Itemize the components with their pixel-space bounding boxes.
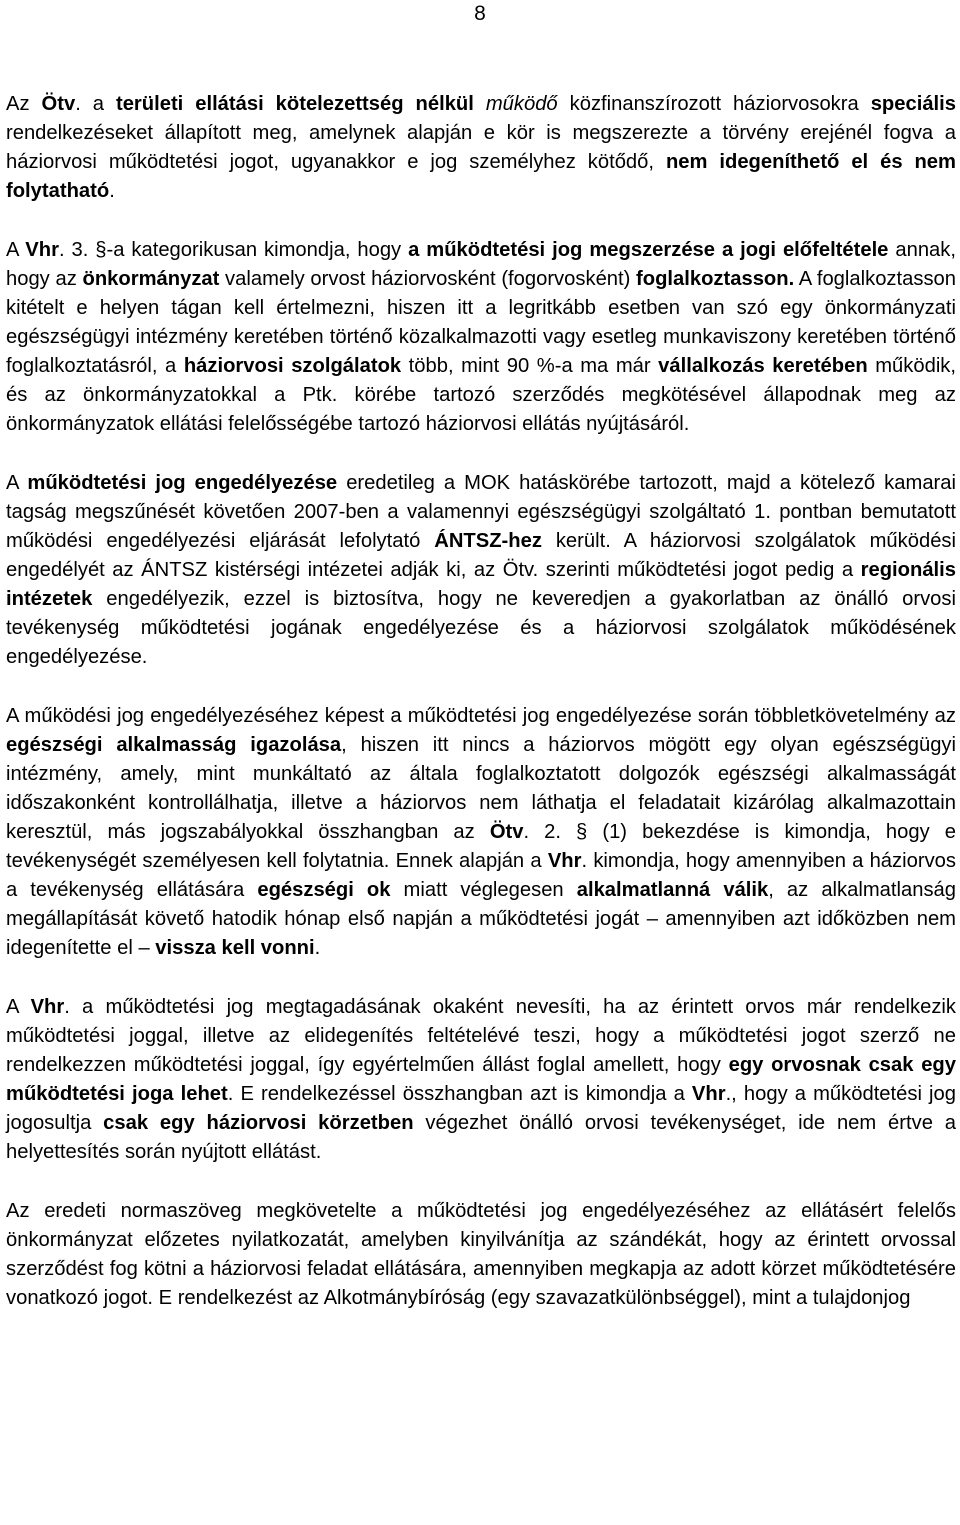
emphasized-text: Ötv [489, 821, 524, 843]
emphasized-text: alkalmatlanná válik [576, 879, 769, 901]
emphasized-text: csak egy háziorvosi körzetben [103, 1112, 414, 1134]
text-run: A foglalkoztasson kitételt e helyen tágan kell értelmezni, hiszen itt a legritkább esetben van szó egy önkormányzati egészségügyi intézmény keretében történő közalkalmazotti vagy esetleg munkaviszony keretében történő foglalkoztatásról, a [6, 268, 956, 377]
emphasized-text: vállalkozás keretében [658, 355, 868, 377]
emphasized-text: vissza kell vonni [155, 937, 315, 959]
paragraph [6, 236, 956, 439]
text-run: A [6, 996, 31, 1018]
emphasized-text: regionális intézetek [6, 559, 956, 610]
text-run: A [6, 239, 26, 261]
emphasized-text: nem idegeníthető el és nem folytatható [6, 151, 956, 202]
paragraph [6, 469, 956, 672]
emphasized-text: önkormányzat [82, 268, 220, 290]
text-run [474, 93, 486, 115]
page-number: 8 [474, 2, 486, 25]
text-run: került. A háziorvosi szolgálatok működési engedélyét az ÁNTSZ kistérségi intézetei adják ki, az Ötv. szerinti működtetési jogot pedig a [6, 530, 956, 581]
emphasized-text: Vhr [30, 996, 65, 1018]
text-run: eredetileg a MOK hatáskörébe tartozott, majd a kötelező kamarai tagság megszűnését követően 2007-ben a valamennyi egészségügyi szolgáltató 1. pontban bemutatott működési engedélyezési eljárását lefolytató [6, 472, 956, 552]
emphasized-text: Vhr [547, 850, 582, 872]
text-run: . 3. §-a kategorikusan kimondja, hogy [58, 239, 409, 261]
text-run: rendelkezéseket állapított meg, amelynek alapján e kör is megszerezte a törvény erejénél fogva a háziorvosi működtetési jogot, ugyanakkor e jog személyhez kötődő, [6, 122, 956, 173]
text-run: működik, és az önkormányzatokkal a Ptk. körébe tartozó szerződés megkötésével állapodnak meg az önkormányzatok ellátási felelősségébe tartozó háziorvosi ellátás nyújtásáról. [6, 355, 957, 435]
emphasized-text: Vhr [25, 239, 59, 261]
text-run: Az [6, 93, 42, 115]
text-run: . a működtetési jog megtagadásának okaként nevesíti, ha az érintett orvos már rendelkezik működtetési joggal, illetve az elidegenítés feltételévé teszi, hogy a működtetési jogot szerző ne rendelkezzen működtetési joggal, így egyértelműen állást foglal amellett, hogy [6, 996, 956, 1076]
emphasized-text: Vhr [691, 1083, 726, 1105]
text-run: . 2. § (1) bekezdése is kimondja, hogy e tevékenységét személyesen kell folytatnia. Ennek alapján a [6, 821, 956, 872]
text-run: A [6, 472, 28, 494]
body-text [6, 90, 956, 1343]
text-run: . kimondja, hogy amennyiben a háziorvos a tevékenység ellátására [6, 850, 956, 901]
text-run: több, mint 90 %-a ma már [401, 355, 659, 377]
emphasized-text: speciális [870, 93, 956, 115]
text-run: közfinanszírozott háziorvosokra [557, 93, 871, 115]
text-run: Az eredeti normaszöveg megkövetelte a működtetési jog engedélyezéséhez az ellátásért felelős önkormányzat előzetes nyilatkozatát, amelyben kinyilvánítja az szándékát, hogy az érintett orvossal szerződést fog kötni a háziorvosi feladat ellátására, amennyiben megkapja az adott körzet működtetésére vonatkozó jogot. E rendelkezést az Alkotmánybíróság (egy szavazatkülönbséggel), mint a tulajdonjog [6, 1200, 956, 1309]
emphasized-text: a működtetési jog megszerzése a jogi előfeltétele [408, 239, 889, 261]
text-run: A működési jog engedélyezéséhez képest a működtetési jog engedélyezése során többletkövetelmény az [6, 705, 956, 727]
paragraph [6, 1197, 956, 1313]
text-run: , hiszen itt nincs a háziorvos mögött egy olyan egészségügyi intézmény, amely, mint munkáltató az általa foglalkoztatott dolgozók egészségi alkalmasságát időszakonként kontrollálhatja, illetve a háziorvos nem láthatja el feladatait kizárólag alkalmazottain keresztül, más jogszabályokkal összhangban az [6, 734, 956, 843]
text-run: valamely orvost háziorvosként (fogorvosként) [219, 268, 637, 290]
text-run: . [109, 180, 115, 202]
text-run: , az alkalmatlanság megállapítását követő hatodik hónap első napján a működtetési jogát – amennyiben azt időközben nem idegenítette el – [6, 879, 956, 959]
emphasized-text: területi ellátási kötelezettség nélkül [115, 93, 474, 115]
emphasized-text: Ötv [41, 93, 76, 115]
emphasized-text: egészségi ok [257, 879, 391, 901]
emphasized-text: egészségi alkalmasság igazolása [6, 734, 342, 756]
paragraph [6, 993, 956, 1167]
text-run: . a [75, 93, 116, 115]
text-run: miatt véglegesen [390, 879, 577, 901]
text-run: engedélyezik, ezzel is biztosítva, hogy ne keveredjen a gyakorlatban az önálló orvosi tevékenység működtetési jogának engedélyezése és a háziorvosi szolgálatok működésének engedélyezése. [6, 588, 956, 668]
paragraph [6, 702, 956, 963]
text-run: ., hogy a működtetési jog jogosultja [6, 1083, 956, 1134]
text-run: . E rendelkezéssel összhangban azt is kimondja a [227, 1083, 692, 1105]
emphasized-text: működő [485, 93, 558, 115]
emphasized-text: egy orvosnak csak egy működtetési joga lehet [6, 1054, 956, 1105]
emphasized-text: foglalkoztasson. [636, 268, 795, 290]
emphasized-text: ÁNTSZ-hez [434, 530, 542, 552]
emphasized-text: működtetési jog engedélyezése [27, 472, 338, 494]
emphasized-text: háziorvosi szolgálatok [183, 355, 402, 377]
text-run: annak, hogy az [6, 239, 956, 290]
text-run: . [314, 937, 321, 959]
text-run: végezhet önálló orvosi tevékenységet, ide nem értve a helyettesítés során nyújtott ellátást. [6, 1112, 957, 1163]
paragraph [6, 90, 956, 206]
